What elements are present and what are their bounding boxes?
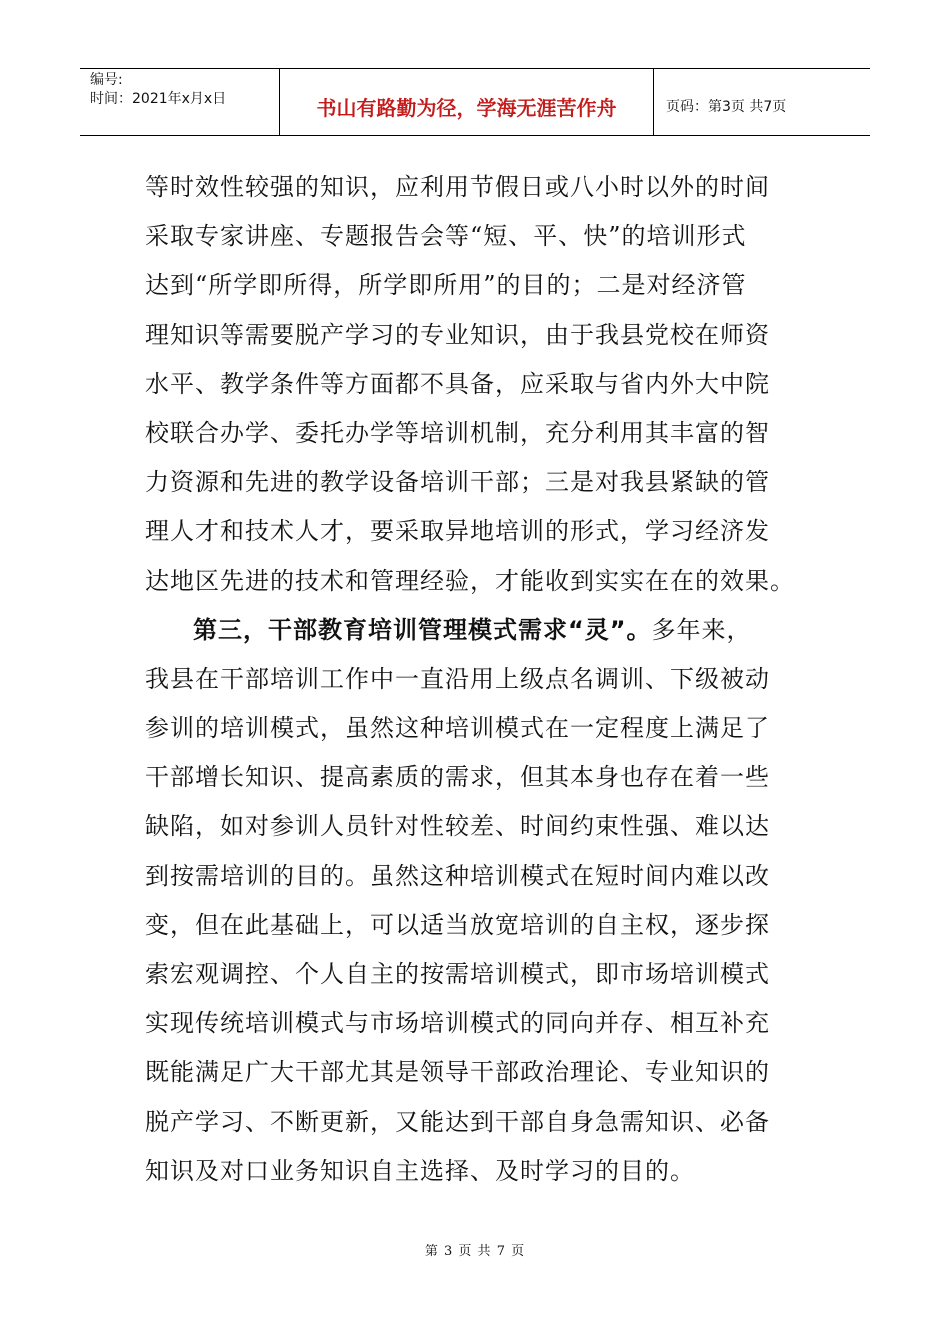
document-header [80, 68, 870, 136]
footer-page-number: 第 3 页 共 7 页 [424, 1244, 526, 1259]
document-body [145, 163, 805, 1196]
body-line: 我县在干部培训工作中一直沿用上级点名调训、下级被动 [145, 664, 770, 693]
body-line: 达到“所学即所得，所学即所用”的目的；二是对经济管 [145, 271, 747, 300]
document-number-label: 编号: [90, 72, 123, 88]
body-line: 实现传统培训模式与市场培训模式的同向并存、相互补充 [145, 1009, 770, 1038]
page-footer [0, 1240, 950, 1259]
body-line: 脱产学习、不断更新，又能达到干部自身急需知识、必备 [145, 1107, 770, 1136]
header-motto: 书山有路勤为径，学海无涯苦作舟 [316, 95, 617, 120]
body-line: 知识及对口业务知识自主选择、及时学习的目的。 [145, 1156, 695, 1185]
body-line: 力资源和先进的教学设备培训干部；三是对我县紧缺的管 [145, 468, 770, 497]
header-page-cell [654, 69, 870, 135]
body-line: 变，但在此基础上，可以适当放宽培训的自主权，逐步探 [145, 910, 770, 939]
body-line: 到按需培训的目的。虽然这种培训模式在短时间内难以改 [145, 861, 770, 890]
header-meta-cell [80, 69, 280, 135]
header-page-info: 页码：第3页 共7页 [666, 99, 787, 115]
header-motto-cell [280, 69, 654, 135]
section-heading: 第三，干部教育培训管理模式需求“灵”。 [193, 615, 652, 644]
document-date: 时间：2021年x月x日 [90, 91, 227, 107]
body-line: 水平、教学条件等方面都不具备，应采取与省内外大中院 [145, 369, 770, 398]
body-line: 等时效性较强的知识，应利用节假日或八小时以外的时间 [145, 173, 770, 201]
body-line: 缺陷，如对参训人员针对性较差、时间约束性强、难以达 [145, 812, 770, 841]
body-line: 采取专家讲座、专题报告会等“短、平、快”的培训形式 [145, 222, 747, 251]
body-line: 既能满足广大干部尤其是领导干部政治理论、专业知识的 [145, 1058, 770, 1087]
body-line: 干部增长知识、提高素质的需求，但其本身也存在着一些 [145, 763, 770, 792]
body-line: 理人才和技术人才，要采取异地培训的形式，学习经济发 [145, 517, 770, 546]
section-heading-tail: 多年来， [651, 615, 752, 644]
body-line: 理知识等需要脱产学习的专业知识，由于我县党校在师资 [145, 320, 770, 349]
body-line: 达地区先进的技术和管理经验，才能收到实实在在的效果。 [145, 566, 795, 595]
body-line: 索宏观调控、个人自主的按需培训模式，即市场培训模式 [145, 960, 770, 988]
body-line: 校联合办学、委托办学等培训机制，充分利用其丰富的智 [145, 418, 770, 447]
body-line: 参训的培训模式，虽然这种培训模式在一定程度上满足了 [145, 714, 770, 743]
section-heading-line [145, 606, 805, 655]
